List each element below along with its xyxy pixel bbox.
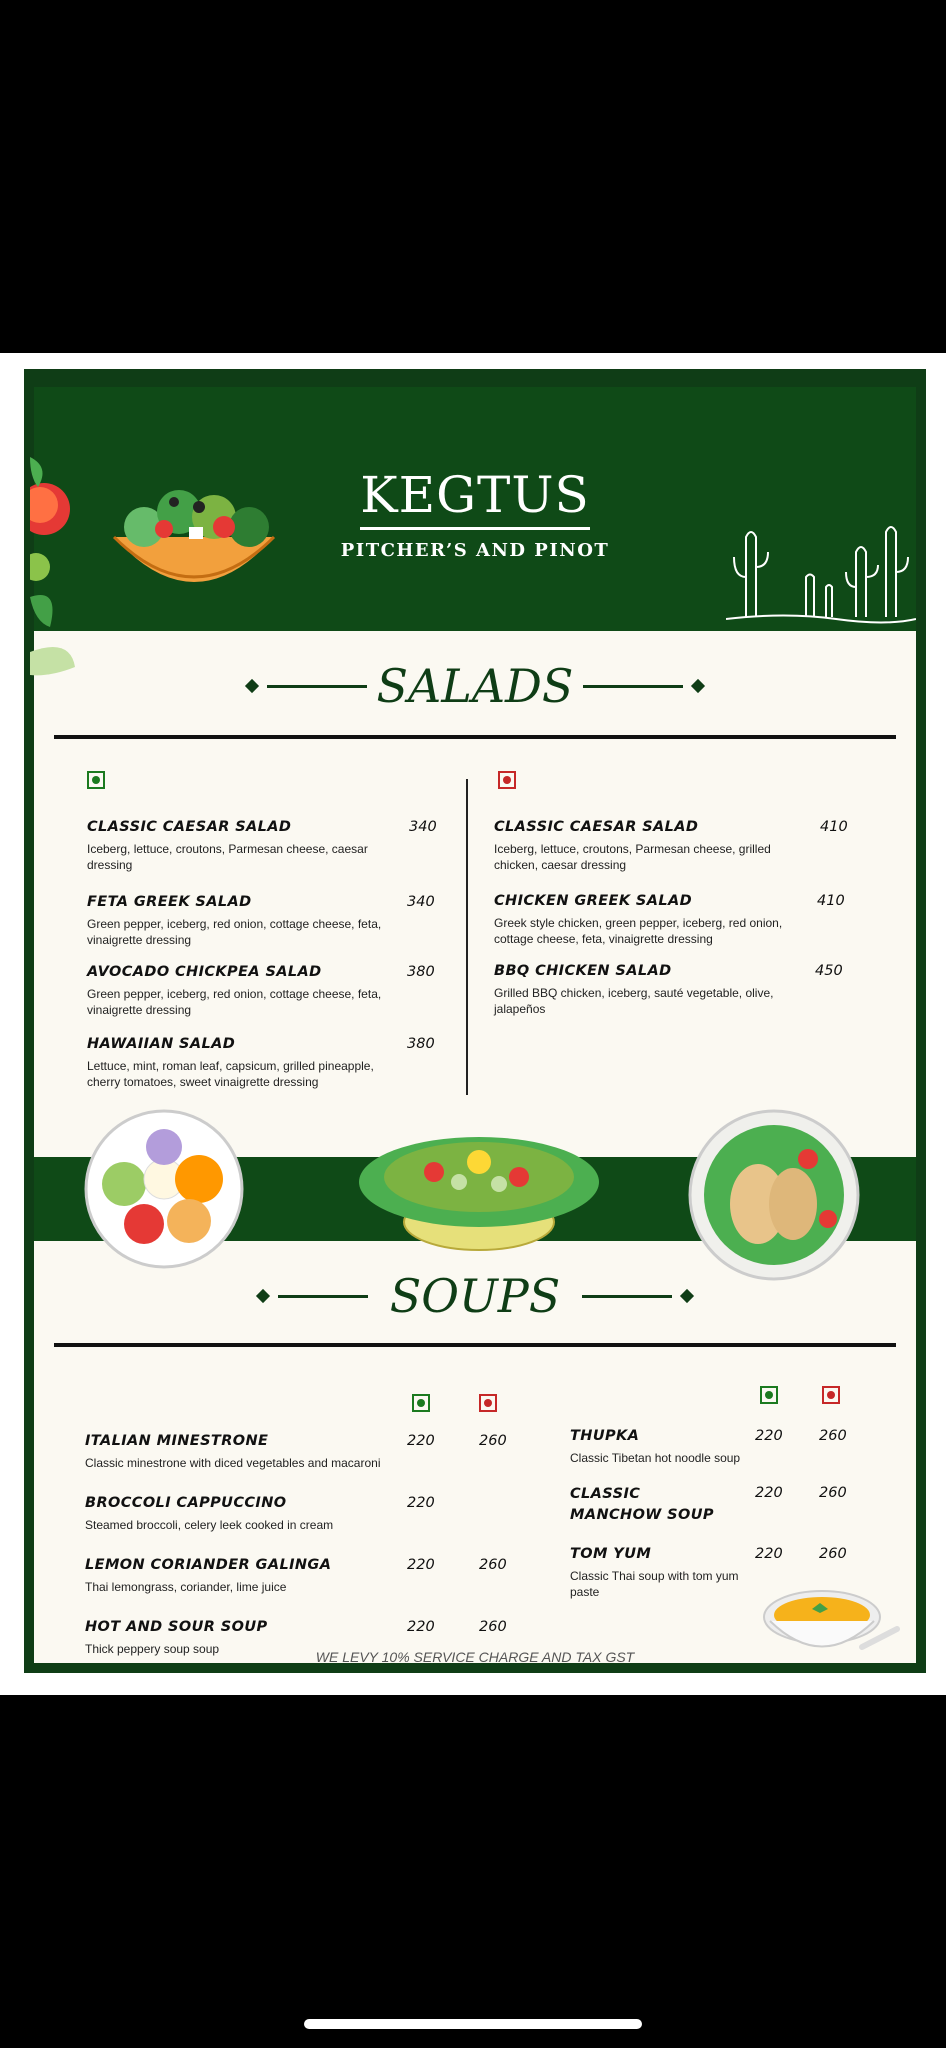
- item-price: 410: [820, 819, 848, 835]
- item-description: Classic minestrone with diced vegetables and macaroni: [85, 1456, 381, 1470]
- ornament-icon: [691, 679, 705, 693]
- menu-item: [570, 1484, 730, 1526]
- item-price-veg: 220: [755, 1546, 783, 1562]
- item-price-nonveg: 260: [819, 1546, 847, 1562]
- item-name: BBQ CHICKEN SALAD: [494, 963, 672, 979]
- item-description: Lettuce, mint, roman leaf, capsicum, grilled pineapple, cherry tomatoes, sweet vinaigrette dressing: [87, 1059, 374, 1089]
- veg-icon: [87, 771, 105, 789]
- brand-subtitle: PITCHER’S AND PINOT: [340, 540, 610, 561]
- item-price-veg: 220: [407, 1433, 435, 1449]
- menu-item: [85, 1433, 405, 1471]
- nonveg-icon: [822, 1386, 840, 1404]
- menu-item: [87, 1036, 407, 1090]
- item-price-nonveg: 260: [479, 1619, 507, 1635]
- nonveg-icon: [479, 1394, 497, 1412]
- item-description: Green pepper, iceberg, red onion, cottage cheese, feta, vinaigrette dressing: [87, 987, 382, 1017]
- item-name: CLASSIC CAESAR SALAD: [494, 819, 699, 835]
- item-price: 380: [407, 1036, 435, 1052]
- item-price-veg: 220: [407, 1495, 435, 1511]
- menu-paper: [34, 387, 916, 1663]
- item-price: 380: [407, 964, 435, 980]
- menu-item: [87, 819, 407, 873]
- chicken-salad-plate-illustration: [688, 1109, 860, 1281]
- item-description: Classic Thai soup with tom yum paste: [570, 1569, 739, 1599]
- veg-icon: [412, 1394, 430, 1412]
- menu-header: [34, 387, 916, 631]
- item-price: 410: [817, 893, 845, 909]
- item-name: BROCCOLI CAPPUCCINO: [85, 1495, 287, 1511]
- item-name: HAWAIIAN SALAD: [87, 1036, 236, 1052]
- menu-item: [494, 963, 804, 1017]
- item-price-nonveg: 260: [819, 1485, 847, 1501]
- item-price-nonveg: 260: [819, 1428, 847, 1444]
- salads-title: SALADS: [376, 659, 574, 713]
- menu-item: [570, 1546, 750, 1600]
- brand-underline: [360, 527, 590, 530]
- menu-image-frame: [0, 353, 946, 1695]
- menu-item: [570, 1428, 750, 1466]
- item-name: LEMON CORIANDER GALINGA: [85, 1557, 332, 1573]
- ornament-icon: [680, 1289, 694, 1303]
- item-name: CLASSIC MANCHOW SOUP: [570, 1486, 714, 1523]
- item-description: Grilled BBQ chicken, iceberg, sauté vegetable, olive, jalapeños: [494, 986, 774, 1016]
- section-rule: [54, 735, 896, 739]
- heading-rule-right: [582, 1295, 672, 1298]
- cactus-illustration: [726, 517, 916, 627]
- item-name: HOT AND SOUR SOUP: [85, 1619, 268, 1635]
- menu-item: [85, 1495, 405, 1533]
- soups-heading: [34, 1269, 916, 1323]
- item-description: Iceberg, lettuce, croutons, Parmesan cheese, caesar dressing: [87, 842, 368, 872]
- heading-rule-left: [278, 1295, 368, 1298]
- menu-item: [87, 964, 407, 1018]
- menu-item: [87, 894, 407, 948]
- salads-heading: [34, 659, 916, 713]
- soups-title: SOUPS: [389, 1269, 561, 1323]
- item-price-nonveg: 260: [479, 1557, 507, 1573]
- menu-item: [494, 819, 804, 873]
- item-description: Steamed broccoli, celery leek cooked in cream: [85, 1518, 334, 1532]
- ornament-icon: [244, 679, 258, 693]
- item-description: Iceberg, lettuce, croutons, Parmesan cheese, grilled chicken, caesar dressing: [494, 842, 771, 872]
- brand-title: KEGTUS: [360, 466, 590, 524]
- nonveg-icon: [498, 771, 516, 789]
- item-name: CLASSIC CAESAR SALAD: [87, 819, 292, 835]
- item-price-veg: 220: [407, 1557, 435, 1573]
- item-price-veg: 220: [755, 1428, 783, 1444]
- item-price: 340: [409, 819, 437, 835]
- item-name: THUPKA: [570, 1428, 640, 1444]
- item-description: Classic Tibetan hot noodle soup: [570, 1451, 741, 1465]
- item-price: 340: [407, 894, 435, 910]
- home-indicator[interactable]: [304, 2019, 642, 2029]
- item-name: AVOCADO CHICKPEA SALAD: [87, 964, 322, 980]
- salad-plate-illustration: [84, 1109, 244, 1269]
- heading-rule-right: [583, 685, 683, 688]
- veg-icon: [760, 1386, 778, 1404]
- salad-bowl-center-illustration: [354, 1122, 604, 1252]
- column-divider: [466, 779, 468, 1095]
- menu-card: [24, 369, 926, 1673]
- item-name: ITALIAN MINESTRONE: [85, 1433, 269, 1449]
- menu-item: [85, 1557, 405, 1595]
- item-description: Greek style chicken, green pepper, iceberg, red onion, cottage cheese, feta, vinaigrette dressing: [494, 916, 783, 946]
- item-name: TOM YUM: [570, 1546, 652, 1562]
- item-description: Thick peppery soup soup: [85, 1642, 220, 1656]
- item-description: Thai lemongrass, coriander, lime juice: [85, 1580, 287, 1594]
- service-charge-note: WE LEVY 10% SERVICE CHARGE AND TAX GST: [315, 1649, 635, 1665]
- heading-rule-left: [267, 685, 367, 688]
- item-price: 450: [815, 963, 843, 979]
- item-name: FETA GREEK SALAD: [87, 894, 252, 910]
- item-price-nonveg: 260: [479, 1433, 507, 1449]
- item-price-veg: 220: [407, 1619, 435, 1635]
- item-price-veg: 220: [755, 1485, 783, 1501]
- section-rule: [54, 1343, 896, 1347]
- ornament-icon: [256, 1289, 270, 1303]
- menu-item: [494, 893, 804, 947]
- item-name: CHICKEN GREEK SALAD: [494, 893, 693, 909]
- item-description: Green pepper, iceberg, red onion, cottage cheese, feta, vinaigrette dressing: [87, 917, 382, 947]
